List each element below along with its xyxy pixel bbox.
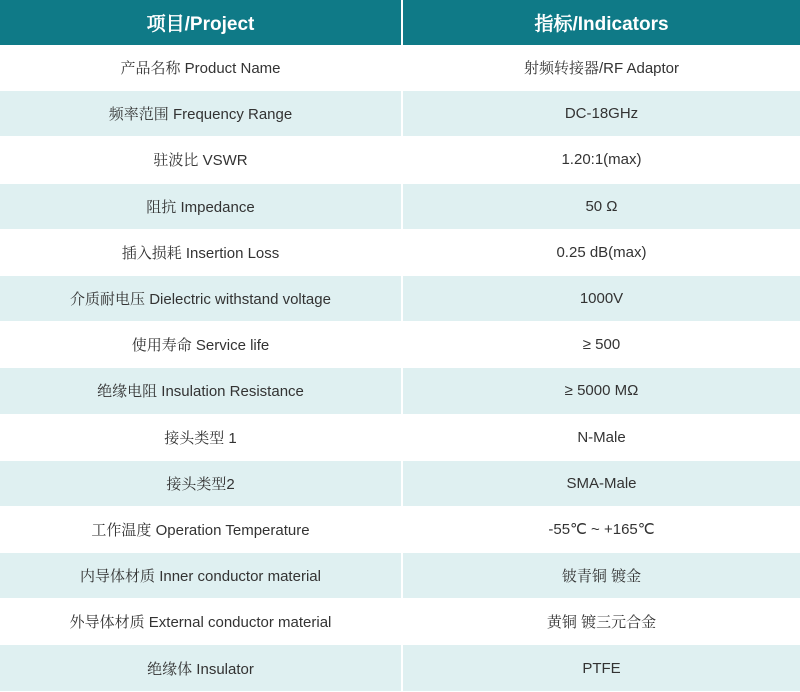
cell-project: 绝缘体 Insulator (0, 645, 402, 691)
table-row (0, 599, 800, 645)
table-row (0, 553, 800, 599)
table-row (0, 322, 800, 368)
cell-indicator: 黄铜 镀三元合金 (402, 599, 800, 645)
cell-project: 频率范围 Frequency Range (0, 91, 402, 137)
table-row (0, 91, 800, 137)
cell-indicator: 1000V (402, 275, 800, 321)
table-body (0, 45, 800, 691)
cell-indicator: 0.25 dB(max) (402, 229, 800, 275)
cell-project: 工作温度 Operation Temperature (0, 506, 402, 552)
table-row (0, 229, 800, 275)
table-row (0, 645, 800, 691)
table-header-row (0, 0, 800, 45)
cell-indicator: 铍青铜 镀金 (402, 553, 800, 599)
cell-project: 使用寿命 Service life (0, 322, 402, 368)
cell-project: 产品名称 Product Name (0, 45, 402, 91)
cell-indicator: 射频转接器/RF Adaptor (402, 45, 800, 91)
table-row (0, 506, 800, 552)
cell-indicator: PTFE (402, 645, 800, 691)
table-row (0, 183, 800, 229)
table-header (0, 0, 800, 45)
cell-indicator: N-Male (402, 414, 800, 460)
cell-indicator: 1.20:1(max) (402, 137, 800, 183)
table-row (0, 275, 800, 321)
table-row (0, 460, 800, 506)
cell-project: 接头类型2 (0, 460, 402, 506)
table-row (0, 137, 800, 183)
cell-project: 绝缘电阻 Insulation Resistance (0, 368, 402, 414)
table-row (0, 45, 800, 91)
column-header-indicator: 指标/Indicators (402, 0, 800, 45)
cell-indicator: -55℃ ~ +165℃ (402, 506, 800, 552)
cell-indicator: DC-18GHz (402, 91, 800, 137)
table-row (0, 414, 800, 460)
column-header-project: 项目/Project (0, 0, 402, 45)
cell-indicator: ≥ 500 (402, 322, 800, 368)
cell-project: 外导体材质 External conductor material (0, 599, 402, 645)
cell-project: 接头类型 1 (0, 414, 402, 460)
cell-indicator: ≥ 5000 MΩ (402, 368, 800, 414)
cell-indicator: 50 Ω (402, 183, 800, 229)
cell-project: 插入损耗 Insertion Loss (0, 229, 402, 275)
cell-indicator: SMA-Male (402, 460, 800, 506)
cell-project: 介质耐电压 Dielectric withstand voltage (0, 275, 402, 321)
table-row (0, 368, 800, 414)
cell-project: 内导体材质 Inner conductor material (0, 553, 402, 599)
cell-project: 阻抗 Impedance (0, 183, 402, 229)
cell-project: 驻波比 VSWR (0, 137, 402, 183)
